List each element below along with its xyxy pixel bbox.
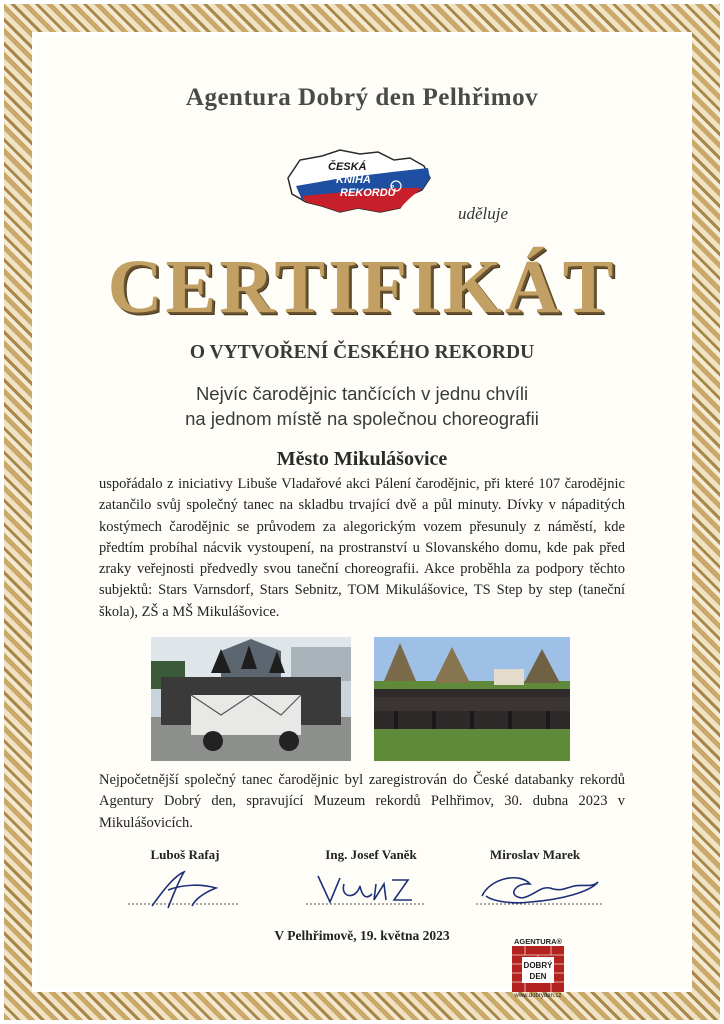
dance-photo	[374, 637, 570, 761]
agency-logo-line-1: DOBRÝ	[523, 961, 553, 970]
certificate-subtitle: O VYTVOŘENÍ ČESKÉHO REKORDU	[189, 342, 535, 363]
record-line-2: na jednom místě na společnou choreografii	[185, 408, 539, 429]
certificate-title: CERTIFIKÁT	[107, 245, 617, 329]
record-description	[0, 381, 724, 431]
logo-line-1: ČESKÁ	[328, 161, 367, 173]
logo-line-3: REKORDŮ	[340, 187, 396, 199]
signature-2	[300, 862, 430, 918]
agency-logo-top: AGENTURA®	[513, 937, 563, 946]
brick-wall-icon	[512, 946, 564, 992]
agency-website: www.dobryden.cz	[514, 993, 562, 999]
signer-name-1: Luboš Rafaj	[150, 847, 220, 862]
signer-name-2: Ing. Josef Vaněk	[325, 847, 417, 862]
place-and-date: V Pelhřimově, 19. května 2023	[274, 928, 450, 943]
logo-line-2: KNIHA	[336, 174, 371, 186]
agency-name: Agentura Dobrý den Pelhřimov	[185, 84, 539, 111]
awards-text: uděluje	[458, 204, 509, 223]
agency-logo-line-2: DEN	[529, 972, 547, 981]
czech-book-of-records-logo	[282, 146, 434, 216]
signer-name-3: Miroslav Marek	[489, 847, 581, 862]
signature-3	[470, 862, 610, 918]
registration-note: Nejpočetnější společný tanec čarodějnic byl zaregistrován do České databanky rekordů Agentury Dobrý den, spravující Muzeum rekordů Pelhřimov, 30. dubna 2023 v Mikulášovicích.	[99, 772, 625, 831]
parade-photo	[151, 637, 351, 761]
record-line-1: Nejvíc čarodějnic tančících v jednu chvíli	[195, 383, 529, 404]
agency-dobry-den-logo	[508, 937, 568, 1001]
signature-1	[122, 862, 242, 918]
recipient-name: Město Mikulášovice	[276, 448, 448, 470]
event-description: uspořádalo z iniciativy Libuše Vladařové akci Pálení čarodějnic, při které 107 čarodějnic zatančilo svůj společný tanec na skladbu trvající dvě a půl minuty. Dívky v nápaditých kostýmech čarodějnic se průvodem za alegorickým vozem přesunuly z náměstí, kde předtím probíhal nácvik vystoupení, na prostranství u Slovanského domu, kde pak před zraky veřejnosti předvedly svou taneční choreografii. Akce proběhla za podpory těchto subjektů: Stars Varnsdorf, Stars Sebnitz, TOM Mikulášovice, TS Step by step (taneční škola), ZŠ a MŠ Mikulášovice.	[99, 476, 625, 620]
